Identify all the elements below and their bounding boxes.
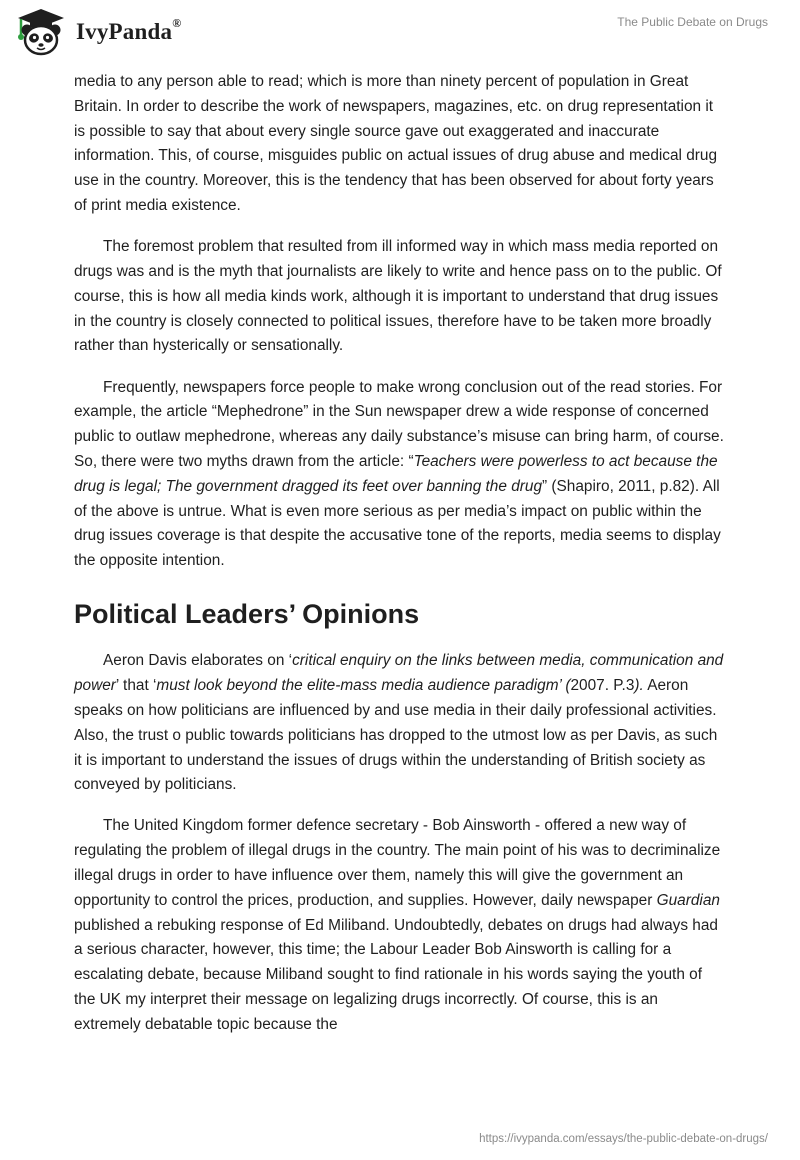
quoted-myths: Teachers were powerless to act because the drug is legal; The government dragged its feet over banning the drug xyxy=(74,452,718,495)
paragraph: The United Kingdom former defence secretary - Bob Ainsworth - offered a new way of regulating the problem of illegal drugs in the country. The main point of his was to decriminalize illegal drugs in order to have influence over them, namely this will give the government an opportunity to control the prices, production, and supplies. However, daily newspaper Guardian published a rebuking response of Ed Miliband. Undoubtedly, debates on drugs had always had a serious character, however, this time; the Labour Leader Bob Ainsworth is calling for a escalating debate, because Miliband sought to find rationale in his words saying the youth of the UK my interpret their message on legalizing drugs incorrectly. Of course, this is an extremely debatable topic because the xyxy=(74,817,721,1033)
quote-italic: must look beyond the elite-mass media audience paradigm’ ( xyxy=(156,677,571,695)
page-header xyxy=(0,0,800,64)
quote-italic: ). xyxy=(634,677,644,695)
paragraph: Frequently, newspapers force people to make wrong conclusion out of the read stories. For example, the article “Mephedrone” in the Sun newspaper drew a wide response of concerned public to outlaw mephedrone, whereas any daily substance’s misuse can bring harm, of course. So, there were two myths drawn from the article: “Teachers were powerless to act because the drug is legal; The government dragged its feet over banning the drug” (Shapiro, 2011, p.82). All of the above is untrue. What is even more serious as per media’s impact on public within the drug issues coverage is that despite the accusative tone of the reports, media seems to display the opposite intention. xyxy=(74,378,724,570)
panda-graduation-cap-icon xyxy=(14,8,68,56)
source-url[interactable]: https://ivypanda.com/essays/the-public-debate-on-drugs/ xyxy=(479,1133,768,1145)
paragraph: media to any person able to read; which is more than ninety percent of population in Great Britain. In order to describe the work of newspapers, magazines, etc. on drug representation it is possible to say that about every single source gave out exaggerated and inaccurate information. This, of course, misguides public on actual issues of drug abuse and medical drug use in the country. Moreover, this is the tendency that has been observed for about forty years of print media existence. xyxy=(74,73,718,214)
registered-mark: ® xyxy=(172,16,182,31)
section-heading: Political Leaders’ Opinions xyxy=(74,598,420,629)
paragraph: Aeron Davis elaborates on ‘critical enquiry on the links between media, communication and power’ that ‘must look beyond the elite-mass media audience paradigm’ (2007. P.3). Aeron speaks on how politicians are influenced by and use media in their daily professional activities. Also, the trust o public towards politicians has dropped to the utmost low as per Davis, as such it is important to understand the issues of drugs within the understanding of British society as conveyed by politicians. xyxy=(74,652,724,794)
newspaper-name: Guardian xyxy=(656,891,720,909)
paragraph: The foremost problem that resulted from ill informed way in which mass media reported on drugs was and is the myth that journalists are likely to write and hence pass on to the public. Of course, this is how all media kinds work, although it is important to understand that drug issues in the country is closely connected to political issues, therefore have to be taken more broadly rather than hysterically or sensationally. xyxy=(74,238,722,355)
brand-name: IvyPanda® xyxy=(76,16,182,44)
quote-italic: critical enquiry on the links between media, communication and power xyxy=(74,652,724,695)
ivypanda-logo[interactable] xyxy=(14,8,181,56)
essay-body xyxy=(74,70,726,1038)
document-title: The Public Debate on Drugs xyxy=(617,15,768,29)
